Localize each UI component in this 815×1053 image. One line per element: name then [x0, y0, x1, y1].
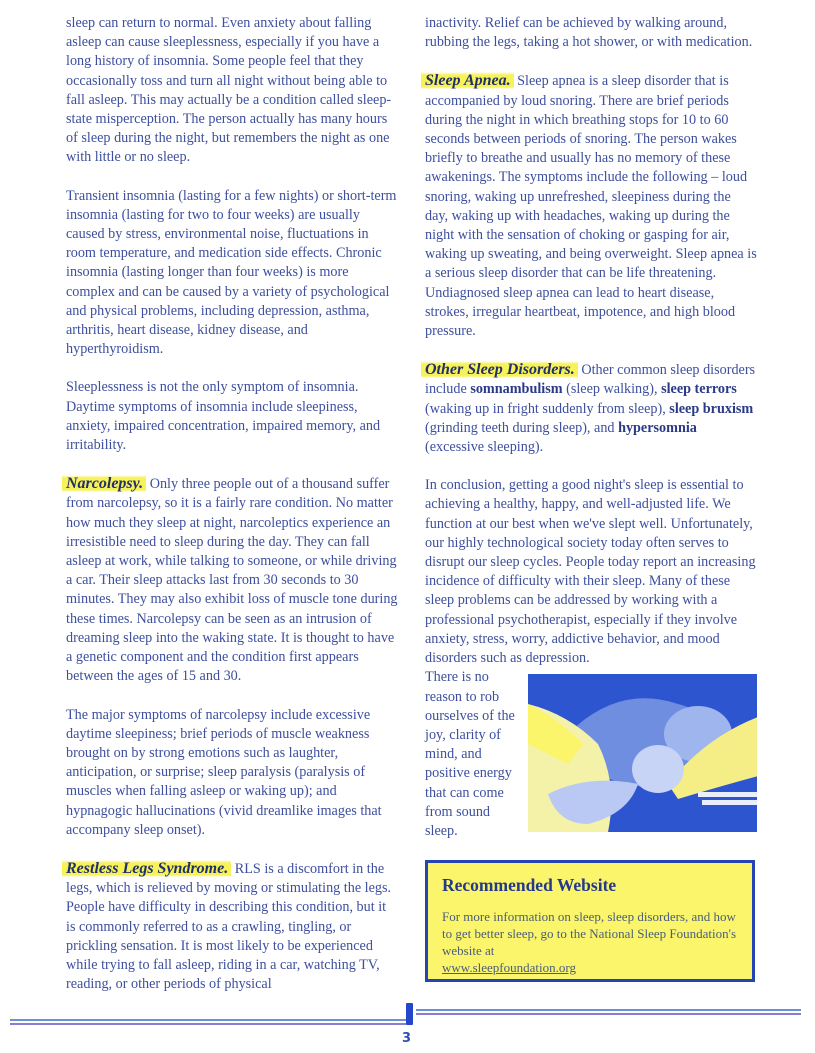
paragraph-insomnia-symptoms: Sleeplessness is not the only symptom of insomnia. Daytime symptoms of insomnia include sleepiness, anxiety, impaired concentration, impaired memory, and irritability.: [66, 379, 381, 454]
footer-rule-right-bottom: [416, 1013, 801, 1015]
other-text-2: (sleep walking),: [562, 381, 662, 398]
sleep-apnea-text: Sleep apnea is a sleep disorder that is accompanied by loud snoring. There are brief periods during the night in which breathing stops for 10 to 60 seconds between periods of snoring. The person wakes briefly to breathe and usually has no memory of these awakenings. The symptoms include the following – loud snoring, waking up unrefreshed, sleepiness during the day, waking up with headaches, waking up during the night with the sensation of choking or gasping for air, waking up sweating, and being overweight. Sleep apnea is a serious sleep disorder that can be life threatening. Undiagnosed sleep apnea can lead to heart disease, strokes, irregular heartbeat, impotence, and high blood pressure.: [425, 73, 757, 340]
section-restless-legs: [66, 859, 398, 994]
term-somnambulism: somnambulism: [470, 381, 563, 398]
other-text-3: (waking up in fright suddenly from sleep),: [425, 400, 670, 417]
heading-narcolepsy: Narcolepsy.: [62, 475, 146, 492]
term-sleep-bruxism: sleep bruxism: [669, 400, 754, 417]
term-hypersomnia: hypersomnia: [618, 419, 697, 436]
narcolepsy-text: Only three people out of a thousand suffer from narcolepsy, so it is a fairly rare condition. No matter how much they sleep at night, narcoleptics experience an irresistible need to sleep during the day. They can fall asleep at work, while talking to someone, or while driving a car. Their sleep attacks last from 30 seconds to 30 minutes. They may also exhibit loss of muscle tone during these times. Narcolepsy can be seen as an intrusion of dreaming sleep into the waking state. It is thought to have a genetic component and the condition first appears between the ages of 15 and 30.: [66, 476, 398, 685]
recommended-body: [442, 908, 738, 976]
footer-rule-left-top: [10, 1019, 406, 1021]
paragraph-narcolepsy-symptoms: The major symptoms of narcolepsy include excessive daytime sleepiness; brief periods of muscle weakness brought on by strong emotions such as laughter, anticipation, or surprise; sleep paralysis (paralysis of muscles when falling asleep or waking up); and hypnagogic hallucinations (vivid dreamlike images that accompany sleep onset).: [66, 706, 382, 838]
paragraph-transient-insomnia: Transient insomnia (lasting for a few nights) or short-term insomnia (lasting for two to four weeks) are usually caused by stress, environmental noise, fluctuations in room temperature, and medication side effects. Chronic insomnia (lasting longer than four weeks) is more complex and can be caused by a variety of psychological and physical problems, including depression, asthma, arthritis, heart disease, kidney disease, and hyperthyroidism.: [66, 187, 397, 358]
other-text-1: Other common sleep disorders include: [425, 362, 756, 398]
recommended-text: For more information on sleep, sleep disorders, and how to get better sleep, go to the National Sleep Foundation's website at: [442, 909, 737, 958]
heading-sleep-apnea: Sleep Apnea.: [421, 72, 514, 89]
term-sleep-terrors: sleep terrors: [661, 381, 737, 398]
page-number: 3: [402, 1031, 412, 1046]
paragraph-rls-relief: inactivity. Relief can be achieved by walking around, rubbing the legs, taking a hot shower, or with medication.: [425, 15, 753, 51]
section-other-disorders: [425, 360, 757, 457]
footer-rule-right-top: [416, 1009, 801, 1011]
heading-restless-legs: Restless Legs Syndrome.: [62, 860, 231, 877]
photo-illustration: [528, 674, 757, 832]
heading-other-disorders: Other Sleep Disorders.: [421, 361, 578, 378]
restless-legs-text: RLS is a discomfort in the legs, which is relieved by moving or stimulating the legs. People have difficulty in describing this condition, but it is commonly referred to as a crawling, tingling, or prickling sensation. It is most likely to be experienced while trying to fall asleep, riding in a car, watching TV, reading, or other periods of physical: [66, 860, 392, 993]
section-narcolepsy: [66, 474, 398, 686]
closing-row: [425, 668, 757, 841]
footer-divider-tab: [406, 1003, 413, 1025]
other-text-4: (grinding teeth during sleep), and: [425, 419, 619, 436]
recommended-title: Recommended Website: [442, 875, 617, 895]
right-column: [425, 14, 757, 841]
section-sleep-apnea: [425, 71, 757, 341]
other-text-5: (excessive sleeping).: [425, 439, 544, 456]
closing-text: There is no reason to rob ourselves of the joy, clarity of mind, and positive energy that can come from sound sleep.: [425, 669, 515, 839]
recommended-website-box: [425, 860, 755, 982]
footer-rule-left-bottom: [10, 1023, 406, 1025]
left-column: [66, 14, 398, 1013]
paragraph-sleep-misperception: sleep can return to normal. Even anxiety about falling asleep can cause sleeplessness, especially if you have a long history of insomnia. Some people feel that they occasionally toss and turn all night without being able to fall asleep. This may actually be a condition called sleep-state misperception. The person actually has many hours of sleep during the night, but remembers the night as one with little or no sleep.: [66, 15, 392, 166]
sleepfoundation-link[interactable]: www.sleepfoundation.org: [442, 960, 576, 975]
paragraph-conclusion: In conclusion, getting a good night's sleep is essential to achieving a healthy, happy, and well-adjusted life. We function at our best when we've slept well. Unfortunately, our highly technological society today often serves to disrupt our sleep cycles. People today report an increasing incidence of difficulty with their sleep. Many of these sleep problems can be addressed by working with a professional psychotherapist, especially if they involve anxiety, stress, worry, addictive behavior, and mood disorders such as depression.: [425, 477, 756, 667]
sleeping-father-baby-photo: [528, 674, 757, 832]
